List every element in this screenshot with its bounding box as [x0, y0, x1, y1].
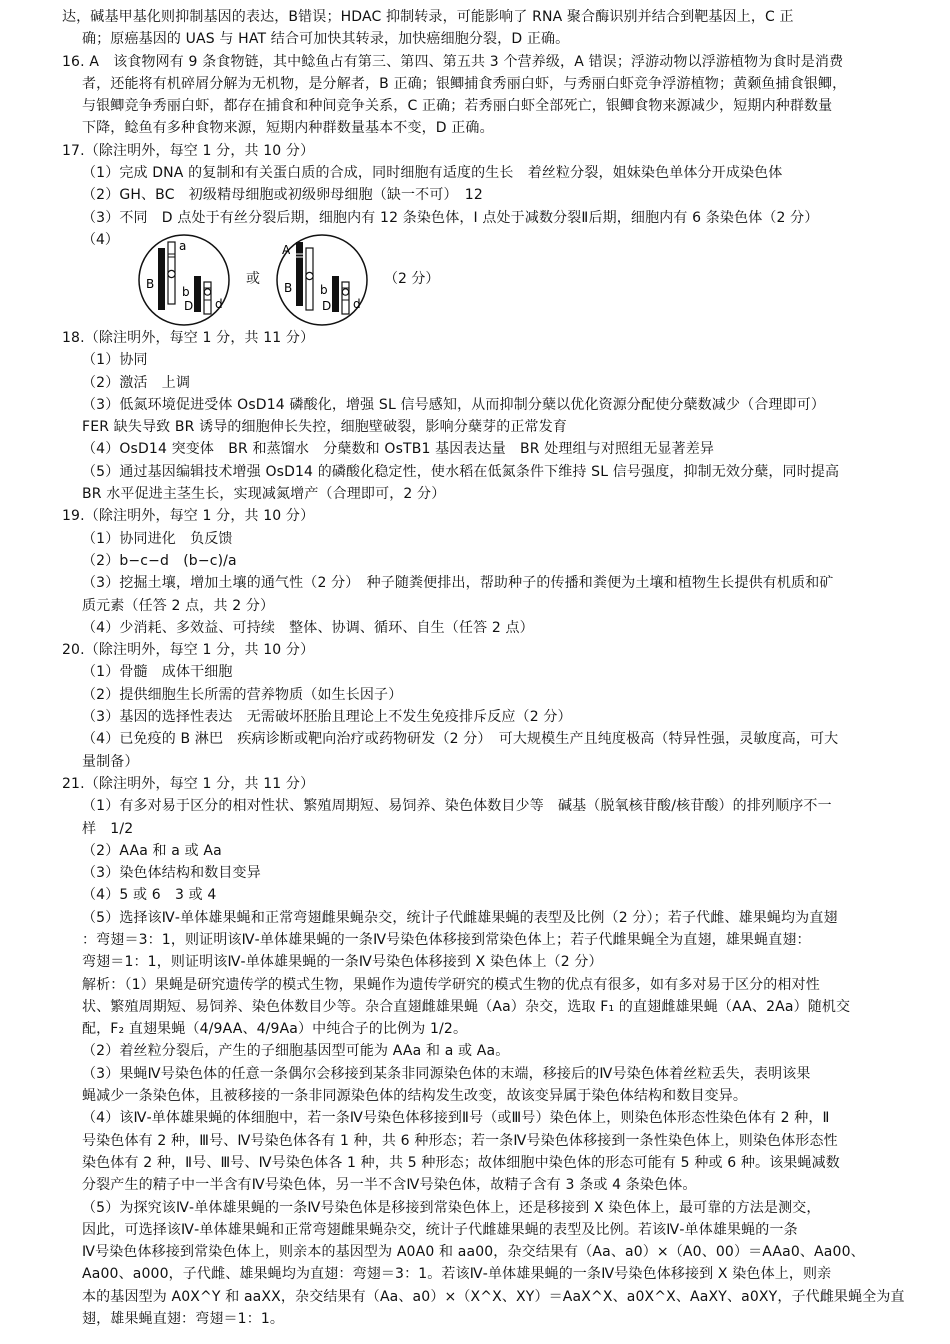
text-line: 者，还能将有机碎屑分解为无机物，是分解者，B 正确；银鲫捕食秀丽白虾，与秀丽白虾竞争浮游植物；黄颡鱼捕食银鲫， [82, 75, 847, 92]
q19-answer-4: （4）少消耗、多效益、可持续 整体、协调、循环、自生（任答 2 点） [82, 619, 534, 636]
q20-answer-4: （4）已免疫的 B 淋巴 疾病诊断或靶向治疗或药物研发（2 分） 可大规模生产且纯度极高（特异性强，灵敏度高，可大 [82, 731, 839, 748]
q19-answer-1: （1）协同进化 负反馈 [82, 530, 233, 547]
text-line: 与银鲫竞争秀丽白虾，都存在捕食和种间竞争关系，C 正确；若秀丽白虾全部死亡，银鲫食物来源减少，短期内种群数量 [82, 98, 833, 115]
text-line: 弯翅＝1：1，则证明该Ⅳ-单体雄果蝇的一条Ⅳ号染色体移接到 X 染色体上（2 分） [82, 954, 603, 971]
gene-label-a: a [179, 238, 187, 253]
q19-heading: 19.（除注明外，每空 1 分，共 10 分） [62, 508, 315, 525]
q21-answer-5: （5）选择该Ⅳ-单体雄果蝇和正常弯翅雌果蝇杂交，统计子代雌雄果蝇的表型及比例（2 分）；若子代雌、雄果蝇均为直翅 [82, 909, 838, 926]
gene-label-d: d [353, 296, 361, 311]
q18-answer-5: （5）通过基因编辑技术增强 OsD14 的磷酸化稳定性，使水稻在低氮条件下维持 SL 信号强度，抑制无效分蘖，同时提高 [82, 463, 840, 480]
chromosome-short-light [342, 282, 349, 314]
q18-heading: 18.（除注明外，每空 1 分，共 11 分） [62, 329, 315, 346]
q17-answer-4-number: （4） [82, 231, 119, 248]
text-line: Ⅳ号染色体移接到常染色体上，则亲本的基因型为 A0A0 和 aa00，杂交结果有（Aa、a0）×（A0、00）＝AAa0、Aa00、 [82, 1244, 865, 1261]
q17-answer-2: （2）GH、BC 初级精母细胞或初级卵母细胞（缺一不可） 12 [82, 187, 483, 204]
cell-diagram-1 [128, 230, 240, 326]
chromosome-long-dark [158, 248, 165, 310]
text-line: 配，F₂ 直翅果蝇（4/9AA、4/9Aa）中纯合子的比例为 1/2。 [82, 1021, 468, 1038]
text-line: FER 缺失导致 BR 诱导的细胞伸长失控，细胞壁破裂，影响分蘖芽的正常发育 [82, 419, 568, 436]
text-line: 量制备） [82, 753, 139, 770]
text-line: 染色体有 2 种，Ⅱ号、Ⅲ号、Ⅳ号染色体各 1 种，共 5 种形态；故体细胞中染色体的形态可能有 5 种或 6 种。该果蝇减数 [82, 1154, 840, 1171]
q21-answer-1: （1）有多对易于区分的相对性状、繁殖周期短、易饲养、染色体数目少等 碱基（脱氧核苷酸/核苷酸）的排列顺序不一 [82, 798, 832, 815]
gene-label-D: D [322, 298, 332, 313]
text-line: （4）该Ⅳ-单体雄果蝇的体细胞中，若一条Ⅳ号染色体移接到Ⅱ号（或Ⅲ号）染色体上，则染色体形态性染色体有 2 种，Ⅱ [82, 1110, 830, 1127]
q18-answer-4: （4）OsD14 突变体 BR 和蒸馏水 分蘖数和 OsTB1 基因表达量 BR 处理组与对照组无显著差异 [82, 441, 715, 458]
q21-answer-3: （3）染色体结构和数目变异 [82, 865, 261, 882]
q16-answer: 16. A 该食物网有 9 条食物链，其中鲶鱼占有第三、第四、第五共 3 个营养级，A 错误；浮游动物以浮游植物为食时是消费 [62, 53, 844, 70]
text-line: （5）为探究该Ⅳ-单体雄果蝇的一条Ⅳ号染色体是移接到常染色体上，还是移接到 X 染色体上，最可靠的方法是测交， [82, 1199, 821, 1216]
q17-answer-1: （1）完成 DNA 的复制和有关蛋白质的合成，同时细胞有适度的生长 着丝粒分裂，姐妹染色单体分开成染色体 [82, 165, 783, 182]
chromosome-short-dark [332, 276, 339, 312]
gene-label-A: A [282, 242, 291, 257]
q20-heading: 20.（除注明外，每空 1 分，共 10 分） [62, 642, 315, 659]
q17-heading: 17.（除注明外，每空 1 分，共 10 分） [62, 142, 315, 159]
text-line: （2）着丝粒分裂后，产生的子细胞基因型可能为 AAa 和 a 或 Aa。 [82, 1043, 510, 1060]
text-line: 号染色体有 2 种，Ⅲ号、Ⅳ号染色体各有 1 种，共 6 种形态；若一条Ⅳ号染色体移接到一条性染色体上，则染色体形态性 [82, 1132, 838, 1149]
text-line: 确；原癌基因的 UAS 与 HAT 结合可加快其转录，加快癌细胞分裂，D 正确。 [82, 31, 570, 48]
gene-label-B: B [146, 276, 155, 291]
text-line: 分裂产生的精子中一半含有Ⅳ号染色体，另一半不含Ⅳ号染色体，故精子含有 3 条或 4 条染色体。 [82, 1177, 697, 1194]
text-line: 蝇减少一条染色体，且被移接的一条非同源染色体的结构发生改变，故该变异属于染色体结构和数目变异。 [82, 1088, 748, 1105]
chromosome-short-dark [194, 276, 201, 312]
text-line: BR 水平促进主茎生长，实现减氮增产（合理即可，2 分） [82, 486, 446, 503]
gene-label-D: D [184, 298, 194, 313]
gene-label-B: B [284, 280, 293, 295]
text-line: 状、繁殖周期短、易饲养、染色体数目少等。杂合直翅雌雄果蝇（Aa）杂交，选取 F₁ 的直翅雌雄果蝇（AA、2Aa）随机交 [82, 998, 851, 1015]
q19-answer-2: （2）b−c−d (b−c)/a [82, 552, 237, 569]
q20-answer-3: （3）基因的选择性表达 无需破坏胚胎且理论上不发生免疫排斥反应（2 分） [82, 709, 572, 726]
text-line: 质元素（任答 2 点，共 2 分） [82, 597, 275, 614]
text-line: 本的基因型为 A0X^Y 和 aaXX，杂交结果有（Aa、a0）×（X^X、XY）＝AaX^X、a0X^X、AaXY、a0XY，子代雌果蝇全为直 [82, 1288, 905, 1305]
q20-answer-1: （1）骨髓 成体干细胞 [82, 664, 233, 681]
text-line: 下降，鲶鱼有多种食物来源，短期内种群数量基本不变，D 正确。 [82, 120, 494, 137]
explanation: 解析：（1）果蝇是研究遗传学的模式生物，果蝇作为遗传学研究的模式生物的优点有很多，如有多对易于区分的相对性 [82, 976, 820, 993]
text-line: 翅，雄果蝇直翅：弯翅＝1：1。 [82, 1311, 285, 1328]
cell-diagram-2 [266, 230, 378, 326]
q21-answer-4: （4）5 或 6 3 或 4 [82, 887, 217, 904]
answer-page [62, 6, 918, 1330]
text-line: 达，碱基甲基化则抑制基因的表达，B错误；HDAC 抑制转录，可能影响了 RNA 聚合酶识别并结合到靶基因上，C 正 [62, 9, 794, 25]
gene-label-d: d [215, 296, 223, 311]
q20-answer-2: （2）提供细胞生长所需的营养物质（如生长因子） [82, 686, 403, 703]
q18-answer-1: （1）协同 [82, 352, 148, 369]
gene-label-b: b [320, 282, 328, 297]
q19-answer-3: （3）挖掘土壤，增加土壤的通气性（2 分） 种子随粪便排出，帮助种子的传播和粪便为土壤和植物生长提供有机质和矿 [82, 575, 834, 592]
q17-answer-3: （3）不同 D 点处于有丝分裂后期，细胞内有 12 条染色体，I 点处于减数分裂Ⅱ后期，细胞内有 6 条染色体（2 分） [82, 209, 819, 226]
or-text: 或 [246, 270, 260, 287]
q17-answer-4 [62, 229, 918, 327]
q21-answer-2: （2）AAa 和 a 或 Aa [82, 842, 222, 859]
text-line: 样 1/2 [82, 820, 134, 837]
text-line: ：弯翅＝3：1，则证明该Ⅳ-单体雄果蝇的一条Ⅳ号染色体移接到常染色体上；若子代雌果蝇全为直翅，雄果蝇直翅： [82, 931, 811, 948]
gene-label-b: b [182, 284, 190, 299]
q21-heading: 21.（除注明外，每空 1 分，共 11 分） [62, 775, 315, 792]
chromosome-short-light [204, 282, 211, 314]
text-line: Aa00、a000，子代雌、雄果蝇均为直翅：弯翅＝3：1。若该Ⅳ-单体雄果蝇的一条Ⅳ号染色体移接到 X 染色体上，则亲 [82, 1266, 832, 1283]
chromosome-long-dark [296, 242, 303, 306]
q18-answer-3: （3）低氮环境促进受体 OsD14 磷酸化，增强 SL 信号感知，从而抑制分蘖以优化资源分配使分蘖数减少（合理即可） [82, 396, 825, 413]
q18-answer-2: （2）激活 上调 [82, 374, 191, 391]
text-line: 因此，可选择该Ⅳ-单体雄果蝇和正常弯翅雌果蝇杂交，统计子代雌雄果蝇的表型及比例。若该Ⅳ-单体雄果蝇的一条 [82, 1221, 798, 1238]
text-line: （3）果蝇Ⅳ号染色体的任意一条偶尔会移接到某条非同源染色体的末端，移接后的Ⅳ号染色体着丝粒丢失，表明该果 [82, 1065, 811, 1082]
score-note: （2 分） [384, 270, 440, 287]
